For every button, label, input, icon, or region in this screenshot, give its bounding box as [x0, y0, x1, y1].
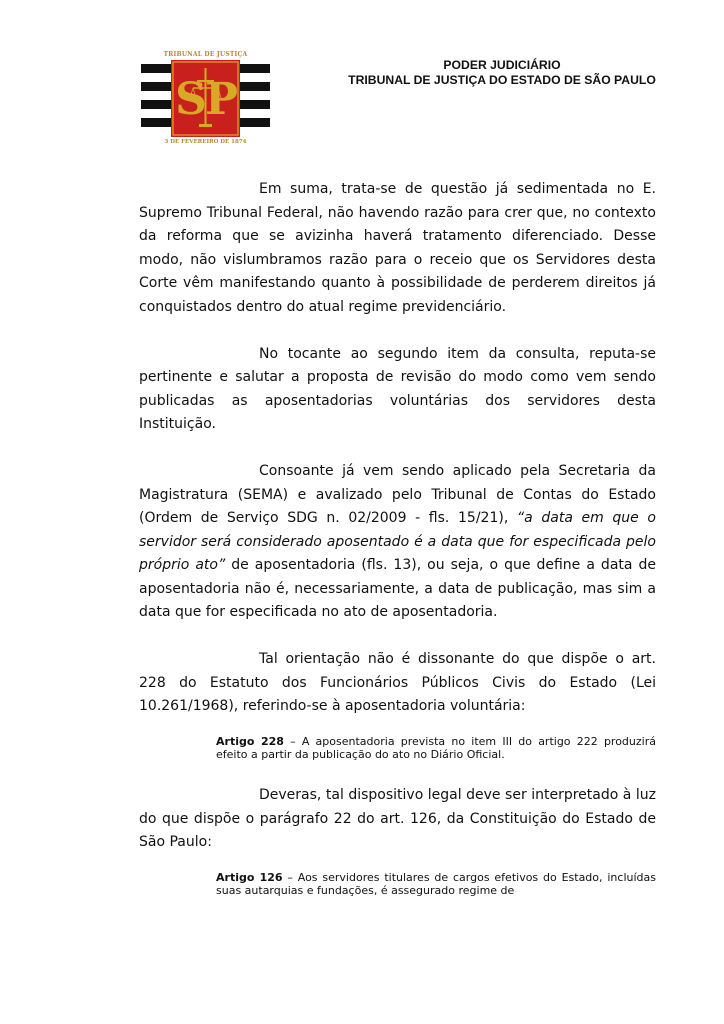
quote-artigo-228 — [216, 735, 656, 761]
quoted-excerpt: “a data em que o servidor será considerado aposentado é a data que for especificada pelo próprio ato” — [139, 510, 656, 573]
paragraph-1: Em suma, trata-se de questão já sedimentada no E. Supremo Tribunal Federal, não havendo razão para crer que, no contexto da reforma que se avizinha haverá tratamento diferenciado. Desse modo, não vislumbramos razão para o receio que os Servidores desta Corte vêm manifestando quanto à possibilidade de perderem direitos já conquistados dentro do atual regime previdenciário. — [139, 181, 656, 315]
paragraph-2: No tocante ao segundo item da consulta, reputa-se pertinente e salutar a proposta de revisão do modo como vem sendo publicadas as aposentadorias voluntárias dos servidores desta Instituição. — [139, 345, 656, 432]
quote-article-label: Artigo 228 — [216, 735, 284, 748]
quote-text: – A aposentadoria prevista no item III do artigo 222 produzirá efeito a partir da publicação do ato no Diário Oficial. — [216, 735, 656, 761]
quote-article-label: Artigo 126 — [216, 871, 283, 884]
heading-line-1: PODER JUDICIÁRIO — [443, 58, 561, 72]
seal-letter-s: S — [175, 74, 207, 125]
paragraph-4: Tal orientação não é dissonante do que dispõe o art. 228 do Estatuto dos Funcionários Públicos Civis do Estado (Lei 10.261/1968), referindo-se à aposentadoria voluntária: — [139, 651, 656, 714]
quote-artigo-126 — [216, 871, 656, 897]
paragraph-5: Deveras, tal dispositivo legal deve ser interpretado à luz do que dispõe o parágrafo 22 do art. 126, da Constituição do Estado de São Paulo: — [139, 787, 656, 850]
document-body — [139, 178, 656, 920]
paragraph-3 — [139, 460, 656, 625]
seal-date-text: 3 DE FEVEREIRO DE 1874 — [164, 139, 247, 145]
court-seal — [139, 50, 272, 148]
paragraph-3-start: Consoante já vem sendo aplicado pela Secretaria da Magistratura (SEMA) e avalizado pelo Tribunal de Contas do Estado (Ordem de Serviço SDG n. 02/2009 - fls. 15/21), — [139, 463, 656, 526]
quote-text: – Aos servidores titulares de cargos efetivos do Estado, incluídas suas autarquias e fundações, é assegurado regime de — [216, 871, 656, 897]
heading-line-2: TRIBUNAL DE JUSTIÇA DO ESTADO DE SÃO PAULO — [348, 73, 656, 87]
document-heading — [310, 58, 694, 88]
seal-letter-p: P — [205, 74, 239, 125]
paragraph-3-end: de aposentadoria (fls. 13), ou seja, o que define a data de aposentadoria não é, necessariamente, a data de publicação, mas sim a data que for especificada no ato de aposentadoria. — [139, 557, 656, 620]
page-header — [0, 0, 724, 150]
seal-top-text: TRIBUNAL DE JUSTIÇA — [163, 51, 248, 58]
